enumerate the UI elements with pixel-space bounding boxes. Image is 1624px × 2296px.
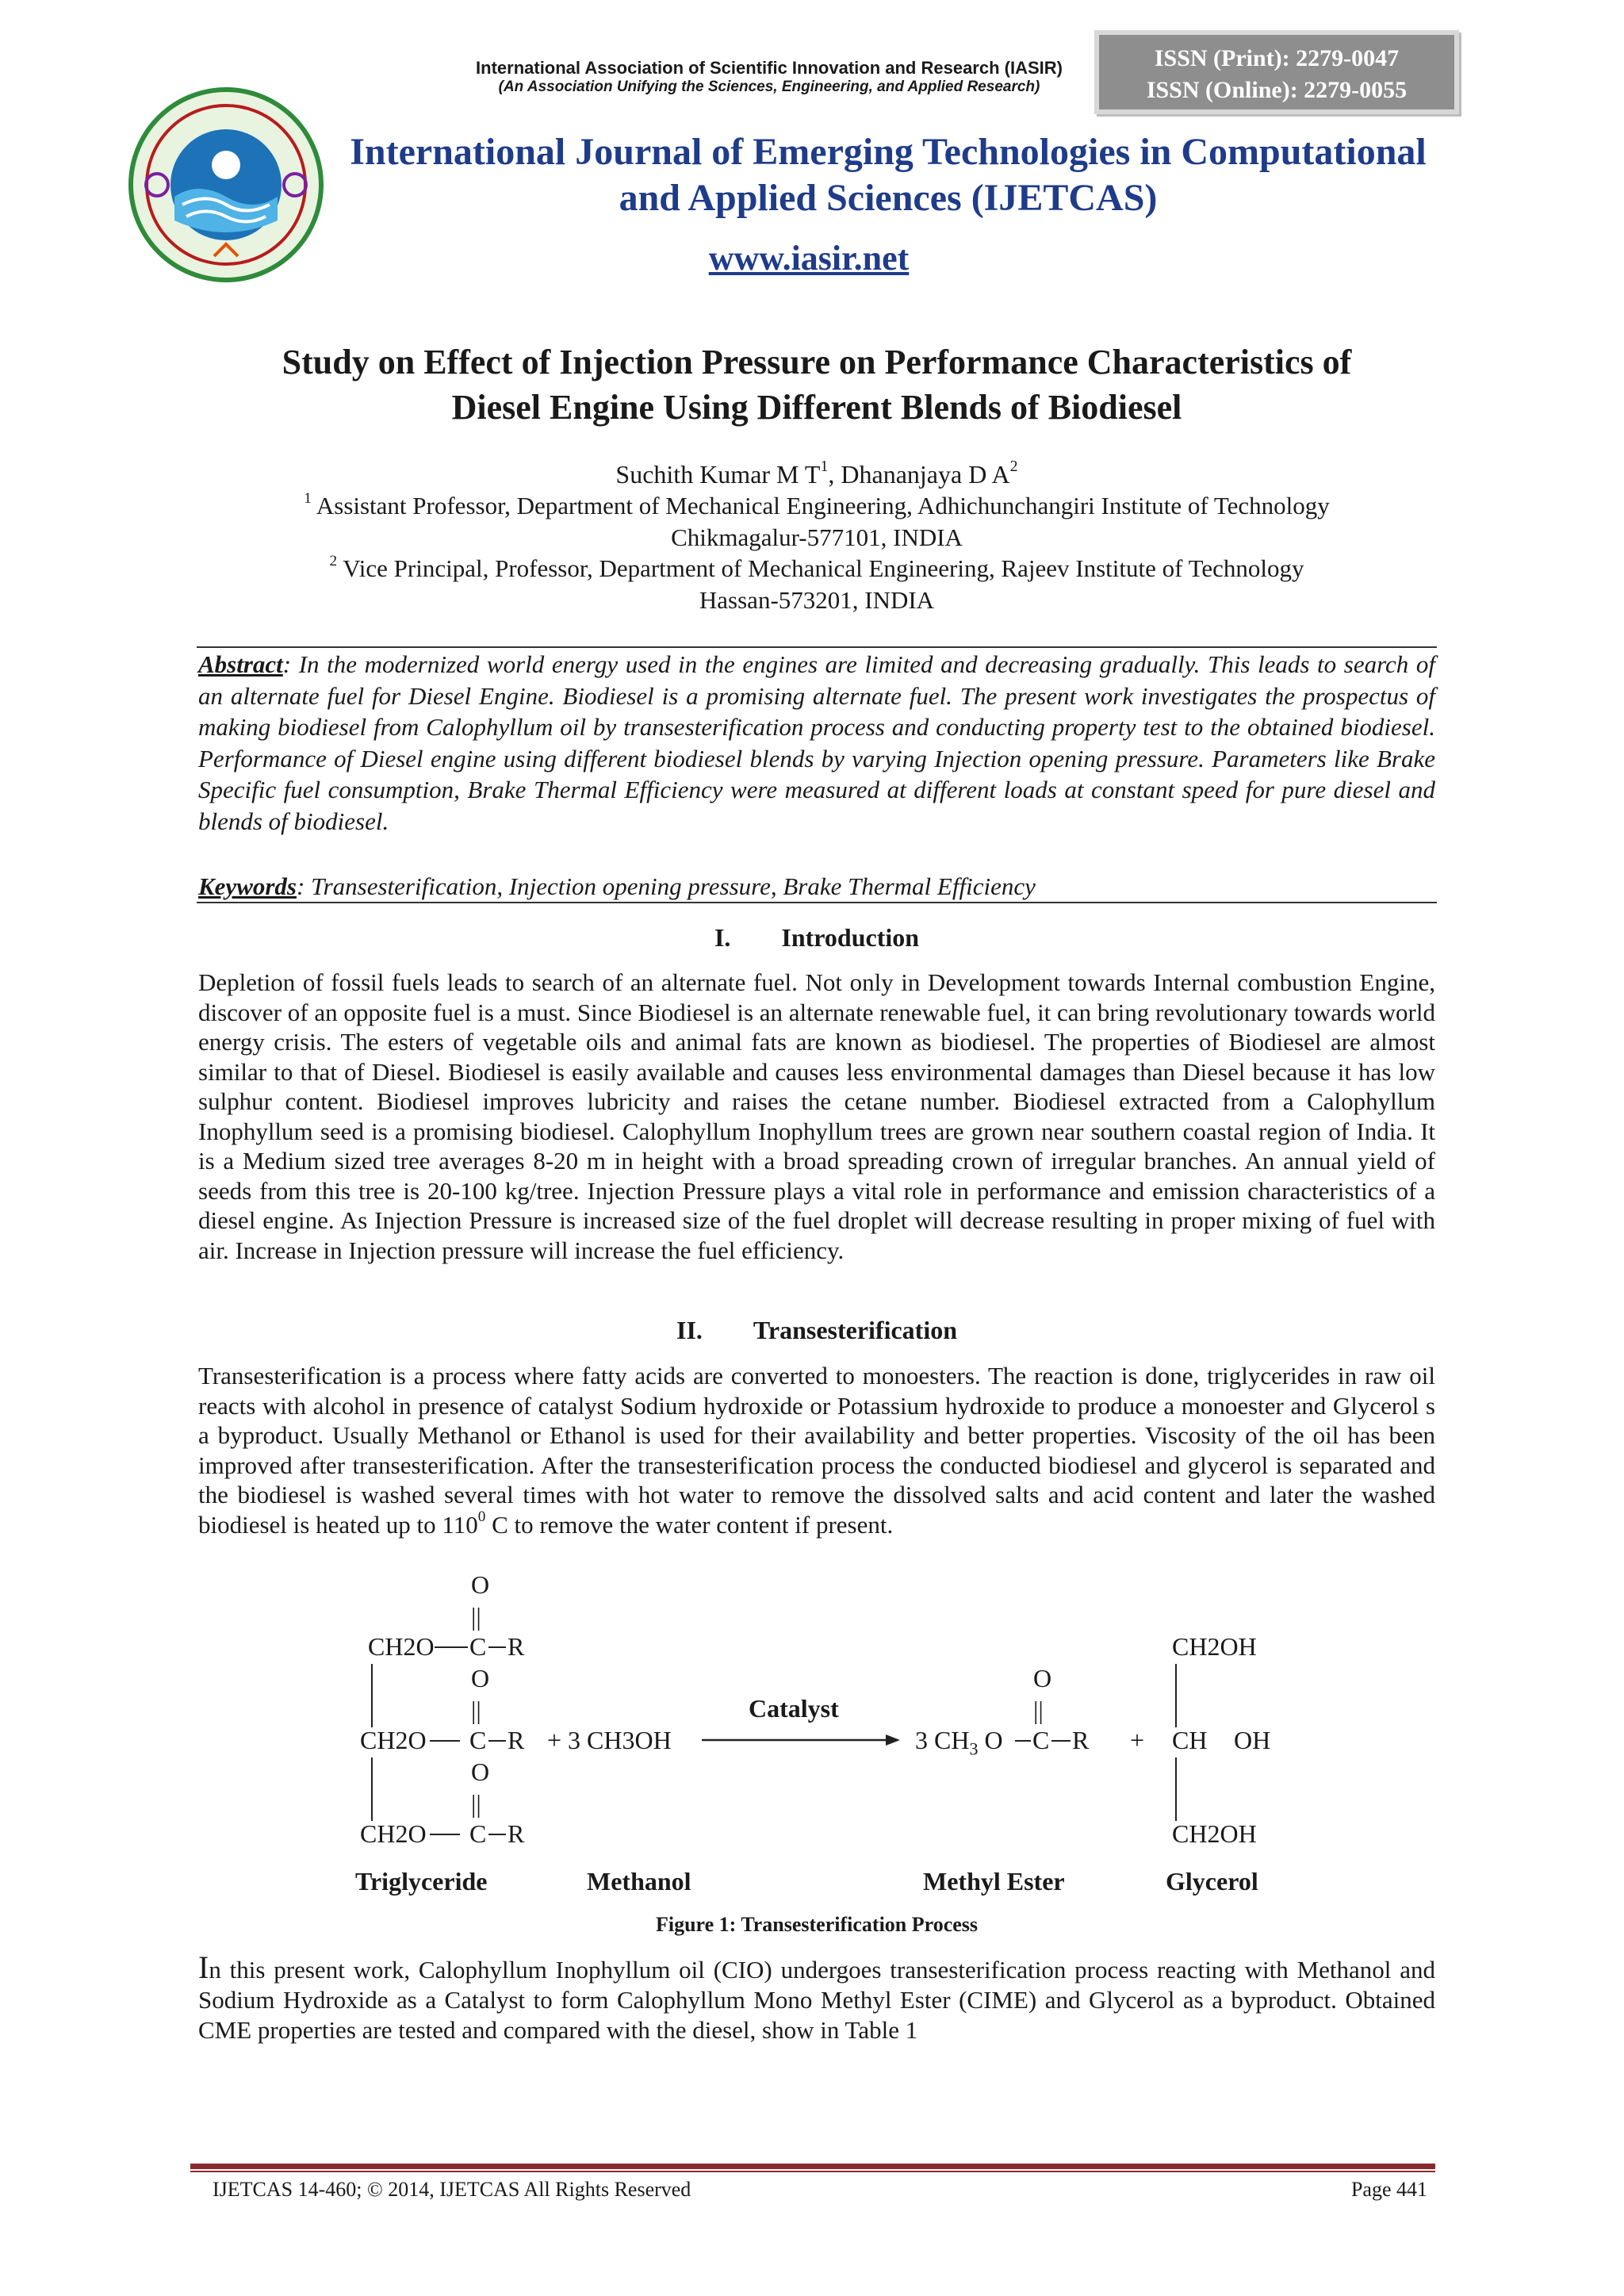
affiliation-2 bbox=[198, 553, 1435, 616]
fig-r-2: R bbox=[508, 1726, 525, 1754]
closing-initial: I bbox=[198, 1949, 209, 1985]
fig-o-4: O bbox=[1033, 1664, 1052, 1692]
keywords-label: Keywords bbox=[198, 872, 297, 900]
fig-c-4: C bbox=[1032, 1726, 1050, 1754]
fig-ch2o-2: CH2O bbox=[360, 1726, 427, 1754]
fig-oh: OH bbox=[1234, 1726, 1271, 1754]
footer-rule bbox=[190, 2164, 1435, 2169]
fig-bond bbox=[435, 1646, 468, 1648]
fig-methyl-prefix: 3 CH bbox=[915, 1726, 970, 1754]
affiliation-2-line1: Vice Principal, Professor, Department of Mechanical Engineering, Rajeev Institute of Technology bbox=[337, 554, 1304, 582]
transesterification-text-b: C to remove the water content if present. bbox=[485, 1510, 894, 1539]
abstract-text: : In the modernized world energy used in the engines are limited and decreasing gradually. This leads to search of an alternate fuel for Diesel Engine. Biodiesel is a promising alternate fuel. The present work investigates the prospectus of making biodiesel from Calophyllum oil by transesterification process and conducting property test to the obtained biodiesel. Performance of Diesel engine using different biodiesel blends by varying Injection opening pressure. Parameters like Brake Specific fuel consumption, Brake Thermal Efficiency were measured at different loads at constant speed for pure diesel and blends of biodiesel. bbox=[198, 650, 1435, 835]
issn-print: ISSN (Print): 2279-0047 bbox=[1154, 45, 1400, 71]
fig-bond bbox=[1051, 1740, 1071, 1742]
abstract bbox=[198, 649, 1435, 837]
journal-title-line1: International Journal of Emerging Technologies in Computational bbox=[350, 131, 1427, 173]
affiliation-1-line1: Assistant Professor, Department of Mechanical Engineering, Adhichunchangiri Institute of Technology bbox=[311, 492, 1330, 519]
journal-title bbox=[333, 129, 1443, 221]
paper-title-line2: Diesel Engine Using Different Blends of Biodiesel bbox=[451, 388, 1182, 427]
abstract-label: Abstract bbox=[198, 650, 283, 678]
fig-label-methanol: Methanol bbox=[587, 1867, 691, 1895]
keywords bbox=[198, 871, 1435, 903]
fig-double-bond-3: || bbox=[471, 1789, 481, 1818]
fig-bond bbox=[1015, 1740, 1031, 1742]
paper-title-line1: Study on Effect of Injection Pressure on Performance Characteristics of bbox=[282, 343, 1352, 381]
affiliation-1-line2: Chikmagalur-577101, INDIA bbox=[671, 523, 963, 551]
fig-ch2oh-1: CH2OH bbox=[1172, 1632, 1257, 1661]
fig-ch2o-1: CH2O bbox=[368, 1632, 435, 1661]
fig-methyl-ester bbox=[915, 1726, 1003, 1759]
introduction-paragraph: Depletion of fossil fuels leads to search of an alternate fuel. Not only in Development towards Internal combustion Engine, discover of an opposite fuel is a must. Since Biodiesel is an alternate renewable fuel, it can bring revolutionary towards world energy crisis. The esters of vegetable oils and animal fats are known as biodiesel. The properties of Biodiesel are almost similar to that of Diesel. Biodiesel is easily available and causes less environmental damages than Diesel because it has low sulphur content. Biodiesel improves lubricity and raises the cetane number. Biodiesel extracted from a Calophyllum Inophyllum seed is a promising biodiesel. Calophyllum Inophyllum trees are grown near southern coastal region of India. It is a Medium sized tree averages 8-20 m in height with a broad spreading crown of irregular branches. An annual yield of seeds from this tree is 20-100 kg/tree. Injection Pressure plays a vital role in performance and emission characteristics of a diesel engine. As Injection Pressure is increased size of the fuel droplet will decrease resulting in proper mixing of fuel with air. Increase in Injection pressure will increase the fuel efficiency. bbox=[198, 968, 1435, 1264]
fig-r-4: R bbox=[1072, 1726, 1090, 1754]
footer-rule-thin bbox=[190, 2171, 1435, 2172]
affiliation-2-line2: Hassan-573201, INDIA bbox=[699, 586, 935, 614]
author-1-mark: 1 bbox=[820, 458, 829, 476]
affiliation-2-mark: 2 bbox=[329, 552, 338, 569]
affiliation-1-mark: 1 bbox=[304, 489, 312, 507]
fig-r-1: R bbox=[508, 1632, 525, 1661]
journal-title-line2: and Applied Sciences (IJETCAS) bbox=[619, 177, 1158, 219]
fig-methyl-subscript: 3 bbox=[969, 1738, 979, 1759]
fig-ch: CH bbox=[1172, 1726, 1208, 1754]
fig-ch2o-3: CH2O bbox=[360, 1819, 427, 1848]
fig-o-3: O bbox=[471, 1757, 490, 1786]
fig-ch2oh-2: CH2OH bbox=[1172, 1819, 1257, 1848]
fig-double-bond-4: || bbox=[1033, 1696, 1044, 1724]
fig-r-3: R bbox=[508, 1819, 525, 1848]
author-2-mark: 2 bbox=[1009, 458, 1018, 476]
fig-double-bond-2: || bbox=[471, 1696, 481, 1724]
fig-c-2: C bbox=[469, 1726, 487, 1754]
footer-page-number: Page 441 bbox=[1350, 2178, 1427, 2201]
author-2: Dhananjaya D A bbox=[841, 460, 1010, 489]
fig-o-2: O bbox=[471, 1664, 490, 1692]
author-1: Suchith Kumar M T bbox=[615, 460, 821, 489]
fig-plus: + bbox=[1130, 1726, 1145, 1754]
fig-plus-methanol: + 3 CH3OH bbox=[547, 1726, 672, 1754]
reaction-figure bbox=[198, 1562, 1435, 1903]
fig-bond bbox=[430, 1740, 460, 1742]
fig-label-triglyceride: Triglyceride bbox=[355, 1867, 488, 1895]
fig-label-methyl-ester: Methyl Ester bbox=[923, 1867, 1065, 1895]
fig-bond bbox=[488, 1834, 506, 1835]
temperature-degree-mark: 0 bbox=[477, 1508, 486, 1526]
affiliation-1 bbox=[198, 490, 1435, 554]
fig-bond bbox=[488, 1740, 506, 1742]
keywords-text: : Transesterification, Injection opening pressure, Brake Thermal Efficiency bbox=[297, 872, 1036, 900]
footer-copyright: IJETCAS 14-460; © 2014, IJETCAS All Rights Reserved bbox=[213, 2178, 691, 2201]
figure-caption: Figure 1: Transesterification Process bbox=[655, 1913, 979, 1936]
fig-bond bbox=[430, 1834, 460, 1835]
journal-logo bbox=[127, 86, 325, 284]
section-heading-transesterification: II. Transesterification bbox=[676, 1316, 958, 1344]
fig-catalyst-label: Catalyst bbox=[749, 1694, 839, 1723]
section-heading-introduction: I. Introduction bbox=[714, 923, 920, 952]
fig-vertical-bond bbox=[1175, 1757, 1177, 1821]
logo-emblem-icon bbox=[127, 86, 325, 284]
fig-vertical-bond bbox=[371, 1757, 373, 1821]
fig-vertical-bond bbox=[371, 1664, 373, 1727]
fig-bond bbox=[488, 1646, 506, 1648]
author-separator: , bbox=[828, 460, 841, 489]
fig-methyl-o: O bbox=[978, 1726, 1003, 1754]
closing-text: n this present work, Calophyllum Inophyllum oil (CIO) undergoes transesterification process reacting with Methanol and Sodium Hydroxide as a Catalyst to form Calophyllum Mono Methyl Ester (CIME) and Glycerol as a byproduct. Obtained CME properties are tested and compared with the diesel, show in Table 1 bbox=[198, 1956, 1435, 2044]
journal-url-link[interactable]: www.iasir.net bbox=[708, 239, 910, 278]
fig-label-glycerol: Glycerol bbox=[1166, 1867, 1258, 1895]
fig-o-1: O bbox=[471, 1570, 490, 1599]
transesterification-text-a: Transesterification is a process where fatty acids are converted to monoesters. The reaction is done, triglycerides in raw oil reacts with alcohol in presence of catalyst Sodium hydroxide or Potassium hydroxide to produce a monoester and Glycerol s a byproduct. Usually Methanol or Ethanol is used for their availability and better properties. Viscosity of the oil has been improved after transesterification. After the transesterification process the conducted biodiesel and glycerol is separated and the biodiesel is washed several times with hot water to remove the dissolved salts and acid content and later the washed biodiesel is heated up to 110 bbox=[198, 1362, 1435, 1539]
transesterification-paragraph bbox=[198, 1361, 1435, 1539]
fig-vertical-bond bbox=[1175, 1664, 1177, 1727]
fig-c-1: C bbox=[469, 1632, 487, 1661]
keywords-bottom-rule bbox=[197, 902, 1437, 903]
closing-paragraph bbox=[198, 1949, 1435, 2045]
association-name: International Association of Scientific Innovation and Research (IASIR) bbox=[476, 58, 1063, 78]
reaction-arrow-icon bbox=[702, 1731, 900, 1750]
paper-title bbox=[198, 339, 1435, 430]
issn-online: ISSN (Online): 2279-0055 bbox=[1146, 77, 1408, 103]
author-list bbox=[198, 458, 1435, 490]
issn-box bbox=[1094, 30, 1459, 114]
fig-double-bond-1: || bbox=[471, 1602, 481, 1631]
association-subtitle: (An Association Unifying the Sciences, Engineering, and Applied Research) bbox=[498, 79, 1040, 95]
abstract-top-rule bbox=[197, 646, 1437, 648]
fig-c-3: C bbox=[469, 1819, 487, 1848]
